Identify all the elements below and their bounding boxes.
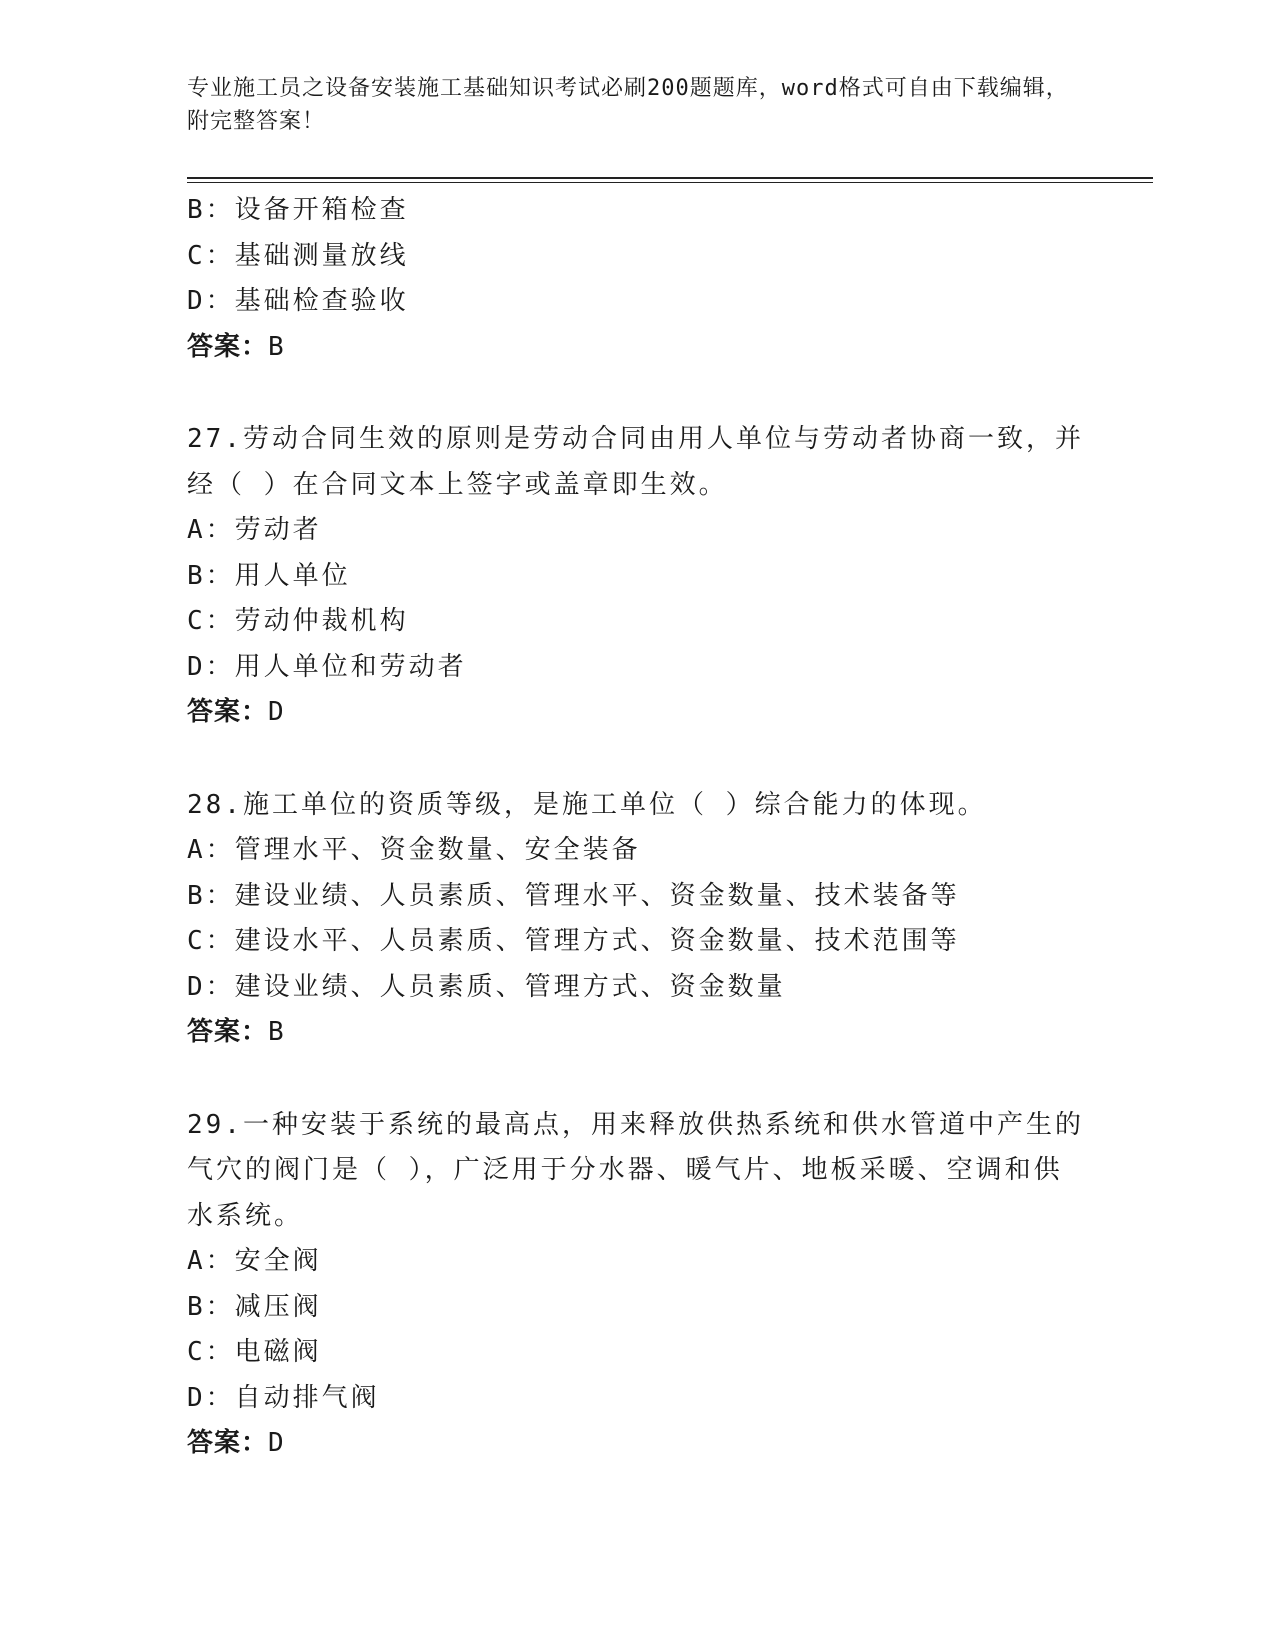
answer-value: D bbox=[268, 697, 285, 727]
question-26-continued bbox=[187, 188, 1087, 370]
answer-label: 答案： bbox=[187, 331, 269, 362]
answer-value: B bbox=[268, 331, 285, 362]
page-header: 专业施工员之设备安装施工基础知识考试必刷200题题库，word格式可自由下载编辑，附完整答案！ bbox=[187, 76, 1069, 134]
answer-value: D bbox=[268, 1428, 285, 1458]
option-b: B：减压阀 bbox=[187, 1291, 322, 1322]
option-c: C：建设水平、人员素质、管理方式、资金数量、技术范围等 bbox=[187, 926, 960, 956]
option-a: A：管理水平、资金数量、安全装备 bbox=[187, 835, 641, 865]
answer-line bbox=[187, 1421, 1087, 1467]
option-d: D：用人单位和劳动者 bbox=[187, 651, 467, 682]
answer-value: B bbox=[268, 1017, 285, 1047]
question-text: 29.一种安装于系统的最高点，用来释放供热系统和供水管道中产生的气穴的阀门是（ ），广泛用于分水器、暖气片、地板采暖、空调和供水系统。 bbox=[187, 1109, 1084, 1231]
option-c: C：电磁阀 bbox=[187, 1337, 322, 1367]
option-b: B：用人单位 bbox=[187, 560, 351, 591]
question-29 bbox=[187, 1103, 1087, 1467]
question-text: 28.施工单位的资质等级，是施工单位（ ）综合能力的体现。 bbox=[187, 789, 987, 820]
option-d: D：基础检查验收 bbox=[187, 286, 409, 316]
answer-label: 答案： bbox=[187, 1428, 269, 1458]
answer-line bbox=[187, 325, 1087, 371]
question-gap bbox=[187, 736, 1087, 783]
option-d: D：自动排气阀 bbox=[187, 1382, 380, 1413]
option-d: D：建设业绩、人员素质、管理方式、资金数量 bbox=[187, 971, 786, 1002]
option-c: C：基础测量放线 bbox=[187, 240, 409, 271]
option-b: B：设备开箱检查 bbox=[187, 195, 409, 225]
answer-label: 答案： bbox=[187, 1017, 269, 1047]
question-28 bbox=[187, 783, 1087, 1056]
option-b: B：建设业绩、人员素质、管理水平、资金数量、技术装备等 bbox=[187, 880, 960, 911]
answer-line bbox=[187, 1010, 1087, 1056]
header-divider-thick bbox=[187, 177, 1153, 179]
question-27 bbox=[187, 417, 1087, 736]
question-list bbox=[187, 188, 1087, 1467]
question-text: 27.劳动合同生效的原则是劳动合同由用人单位与劳动者协商一致，并经（ ）在合同文本上签字或盖章即生效。 bbox=[187, 424, 1084, 500]
option-c: C：劳动仲裁机构 bbox=[187, 606, 409, 636]
answer-label: 答案： bbox=[187, 697, 269, 727]
question-gap bbox=[187, 370, 1087, 417]
answer-line bbox=[187, 690, 1087, 736]
option-a: A：安全阀 bbox=[187, 1246, 322, 1276]
option-a: A：劳动者 bbox=[187, 515, 322, 545]
header-divider-thin bbox=[187, 182, 1153, 183]
question-gap bbox=[187, 1056, 1087, 1103]
